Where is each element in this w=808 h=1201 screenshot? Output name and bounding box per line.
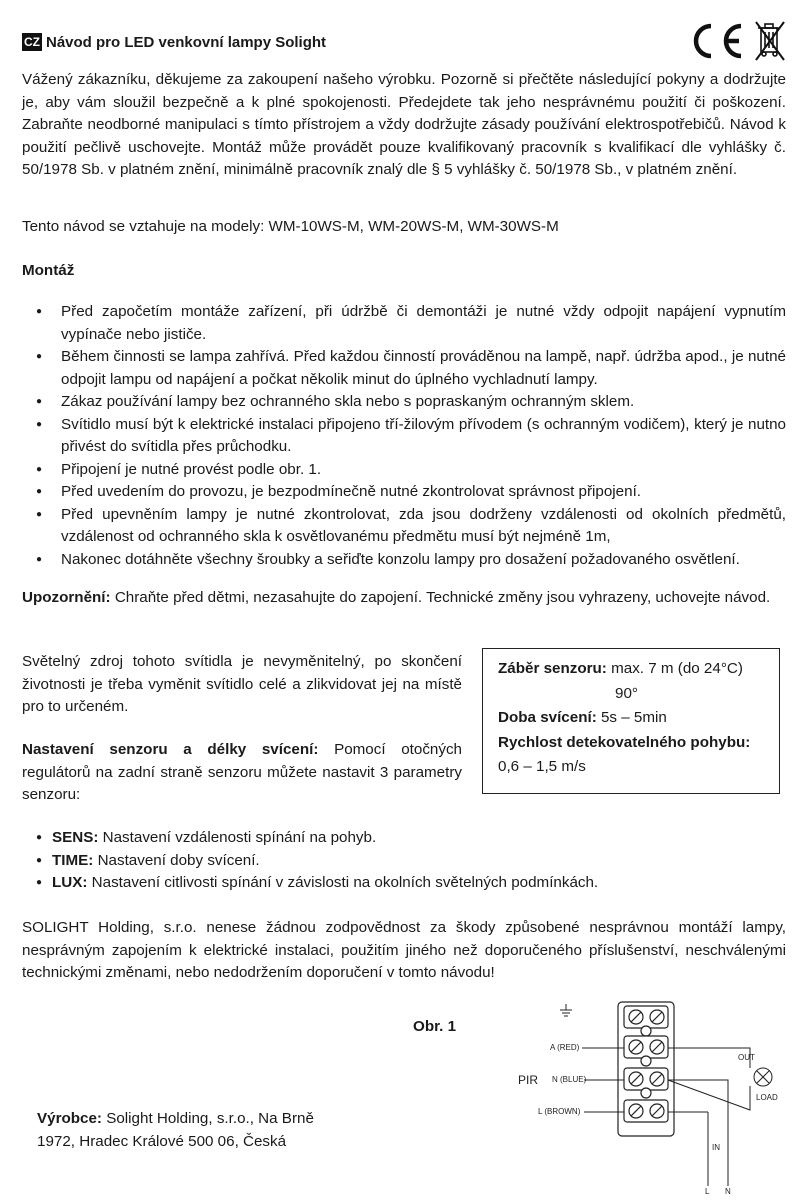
weee-bin-icon	[756, 22, 784, 60]
manufacturer-info	[37, 1108, 337, 1153]
label-n-blue: N (BLUE)	[552, 1075, 587, 1084]
language-badge: CZ	[24, 35, 40, 49]
list-item: ● Před započetím montáže zařízení, při údržbě či demontáži je nutné vždy odpojit napájení vypnutím vypínače nebo jističe.	[22, 301, 786, 346]
terminal-row-a	[624, 1036, 668, 1058]
terminal-block	[618, 1002, 674, 1136]
label-in: IN	[712, 1143, 720, 1152]
terminal-row-ground	[624, 1006, 668, 1028]
param-label: SENS:	[52, 829, 99, 846]
label-bottom-n: N	[725, 1187, 731, 1195]
param-text: Nastavení citlivosti spínání v závislosti na okolních světelných podmínkách.	[87, 874, 599, 891]
warning-text: Chraňte před dětmi, nezasahujte do zapojení. Technické změny jsou vyhrazeny, uchovejte návod.	[110, 589, 771, 606]
sensor-setup-label: Nastavení senzoru a délky svícení:	[22, 741, 319, 758]
models-line: Tento návod se vztahuje na modely: WM-10WS-M, WM-20WS-M, WM-30WS-M	[22, 218, 559, 235]
param-text: Nastavení doby svícení.	[93, 851, 260, 869]
document-title: Návod pro LED venkovní lampy Solight	[46, 33, 327, 51]
list-item: ● Nakonec dotáhněte všechny šroubky a seřiďte konzolu lampy pro dosažení požadovaného osvětlení.	[22, 549, 786, 572]
disclaimer-paragraph: SOLIGHT Holding, s.r.o. nenese žádnou zodpovědnost za škody způsobené nesprávnou montáží lampy, nesprávným zapojením k elektrické instalaci, použitím jiného než doporučeného příslušenství, neschválenými technickými změnami, nebo nedodržením doporučení v tomto návodu!	[22, 919, 786, 981]
document-header	[22, 31, 326, 53]
spec-range	[498, 657, 764, 682]
list-item: ● Před upevněním lampy je nutné zkontrolovat, zda jsou dodrženy vzdálenosti od okolních předmětů, vzdálenost od ochranného skla k osvětlovanému předmětu musí být nejméně 1m,	[22, 504, 786, 549]
list-item: ● Před uvedením do provozu, je bezpodmínečně nutné zkontrolovat správnost připojení.	[22, 481, 786, 504]
list-item	[22, 827, 786, 850]
mounting-heading: Montáž	[22, 262, 75, 279]
figure-caption: Obr. 1	[413, 1018, 457, 1035]
list-item: ● Během činnosti se lampa zahřívá. Před každou činností prováděnou na lampě, např. údržba apod., je nutné odpojit lampu od napájení a počkat několik minut do úplného vychladnutí lampy.	[22, 346, 786, 391]
list-item	[22, 850, 786, 873]
manufacturer-label: Výrobce:	[37, 1110, 102, 1127]
param-text: Nastavení vzdálenosti spínání na pohyb.	[98, 829, 377, 846]
param-label: TIME:	[52, 851, 94, 869]
list-item: ● Svítidlo musí být k elektrické instalaci připojeno tří-žilovým přívodem (s ochranným vodičem), který je nutno přivést do svítidla přes průchodku.	[22, 414, 786, 459]
sensor-setup-text: Pomocí otočných regulátorů na zadní straně senzoru můžete nastavit 3 parametry senzoru:	[22, 741, 462, 803]
sensor-spec-box	[482, 648, 780, 794]
ground-icon	[560, 1004, 572, 1016]
sensor-params-list	[22, 827, 786, 895]
spec-duration-value: 5s – 5min	[596, 709, 667, 726]
label-out: OUT	[738, 1053, 755, 1062]
spec-range-value: max. 7 m (do 24°C)	[606, 660, 743, 677]
sensor-setup-paragraph	[22, 739, 462, 807]
label-bottom-l: L	[705, 1187, 710, 1195]
warning-label: Upozornění:	[22, 589, 111, 606]
spec-speed-label: Rychlost detekovatelného pohybu:	[498, 733, 751, 751]
list-item: ● Zákaz používání lampy bez ochranného skla nebo s popraskaným ochranným sklem.	[22, 391, 786, 414]
param-label: LUX:	[52, 874, 88, 891]
spec-speed-value: 0,6 – 1,5 m/s	[498, 758, 586, 775]
lamp-icon	[754, 1068, 772, 1086]
label-a-red: A (RED)	[550, 1043, 580, 1052]
manufacturer-text: Solight Holding, s.r.o., Na Brně 1972, Hradec Králové 500 06, Česká	[37, 1110, 314, 1150]
spec-duration	[498, 706, 764, 731]
terminal-row-n	[624, 1068, 668, 1090]
label-l-brown: L (BROWN)	[538, 1107, 581, 1116]
mounting-list	[22, 301, 786, 571]
label-pir: PIR	[518, 1073, 539, 1087]
wiring-diagram	[500, 1000, 800, 1195]
terminal-row-l	[624, 1100, 668, 1122]
ce-mark-icon	[696, 26, 741, 56]
list-item	[22, 872, 786, 895]
light-source-paragraph: Světelný zdroj tohoto svítidla je nevyměnitelný, po skončení životnosti je třeba vyměnit svítidlo celé a zlikvidovat jej na místě pro to určeném.	[22, 653, 462, 715]
spec-angle: 90°	[615, 684, 638, 702]
warning-paragraph	[22, 587, 786, 610]
intro-paragraph: Vážený zákazníku, děkujeme za zakoupení našeho výrobku. Pozorně si přečtěte následující pokyny a dodržujte je, aby vám sloužil bezpečně a k plné spokojenosti. Předejdete tak jeho nesprávnému použití či poškození. Zabraňte neodborné manipulaci s tímto přístrojem a vždy dodržujte zásady používání elektrospotřebičů. Návod k použití pečlivě uschovejte. Montáž může provádět pouze kvalifikovaný pracovník s kvalifikací dle vyhlášky č. 50/1978 Sb. v platném znění, minimálně pracovník znalý dle § 5 vyhlášky č. 50/1978 Sb., v platném znění.	[22, 71, 786, 178]
spec-duration-label: Doba svícení:	[498, 709, 597, 726]
label-load: LOAD	[756, 1093, 778, 1102]
spec-range-label: Záběr senzoru:	[498, 660, 607, 677]
list-item: ● Připojení je nutné provést podle obr. 1.	[22, 459, 786, 482]
certification-marks	[686, 18, 786, 64]
